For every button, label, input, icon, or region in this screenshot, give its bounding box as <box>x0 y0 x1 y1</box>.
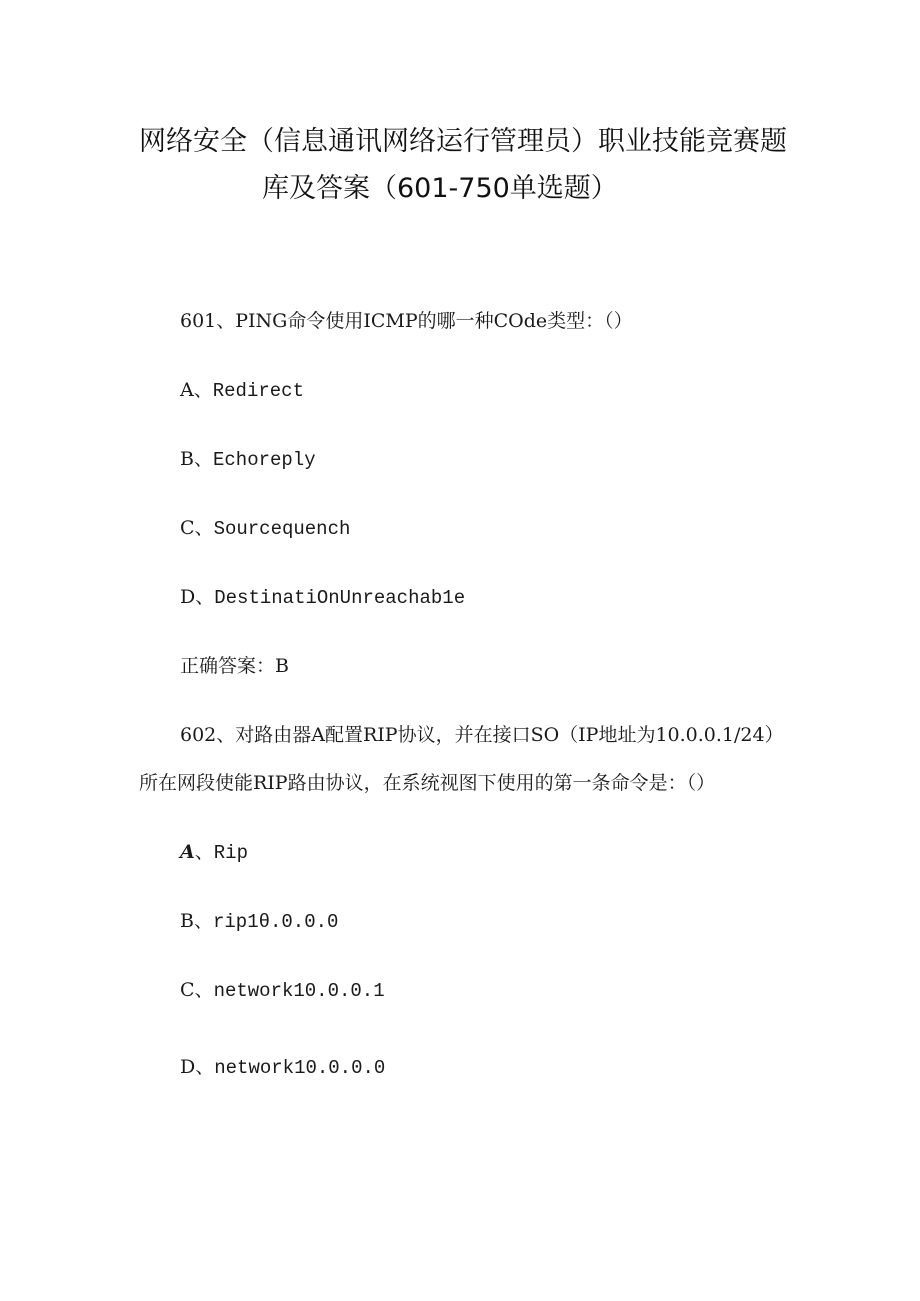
question-602-option-b <box>180 906 338 933</box>
option-separator: 、 <box>195 1056 215 1078</box>
option-separator: 、 <box>195 586 215 608</box>
option-separator: 、 <box>194 841 214 863</box>
option-separator: 、 <box>193 448 213 470</box>
option-text: Sourcequench <box>213 518 351 540</box>
option-letter: A <box>180 379 194 401</box>
question-602-stem-line-1: 602、对路由器A配置RIP协议，并在接口SO（IP地址为10.0.0.1/24） <box>180 724 784 746</box>
option-separator: 、 <box>193 910 213 932</box>
question-602-option-a <box>180 837 248 864</box>
option-separator: 、 <box>194 979 214 1001</box>
option-text: rip1θ.0.0.0 <box>212 911 339 933</box>
question-601-option-a <box>180 375 304 402</box>
option-letter: D <box>180 586 196 608</box>
option-letter: C <box>180 517 195 539</box>
question-602-option-c <box>180 975 385 1002</box>
question-601-option-d <box>180 582 465 609</box>
option-text: network10.0.0.1 <box>213 980 385 1002</box>
option-text: network10.0.0.0 <box>214 1057 386 1079</box>
option-letter: A <box>180 841 195 863</box>
document-title-line-1: 网络安全（信息通讯网络运行管理员）职业技能竞赛题 <box>139 126 787 157</box>
question-601-option-c <box>180 513 350 540</box>
question-602-option-d <box>180 1052 385 1079</box>
question-601-option-b <box>180 444 316 471</box>
option-letter: C <box>180 979 195 1001</box>
option-text: Rip <box>213 842 248 864</box>
option-letter: B <box>180 910 194 932</box>
option-text: Echoreply <box>212 449 316 471</box>
option-separator: 、 <box>193 379 213 401</box>
option-letter: B <box>180 448 194 470</box>
question-602-stem-line-2: 所在网段使能RIP路由协议，在系统视图下使用的第一条命令是：（） <box>139 772 716 794</box>
option-text: DestinatiOnUnreachab1e <box>214 587 466 609</box>
question-601-answer: 正确答案：B <box>180 655 289 677</box>
document-title-line-2: 库及答案（601-750单选题） <box>262 173 618 204</box>
option-letter: D <box>180 1056 196 1078</box>
question-601-stem: 601、PING命令使用ICMP的哪一种COde类型：（） <box>180 310 633 332</box>
option-separator: 、 <box>194 517 214 539</box>
option-text: Redirect <box>212 380 304 402</box>
